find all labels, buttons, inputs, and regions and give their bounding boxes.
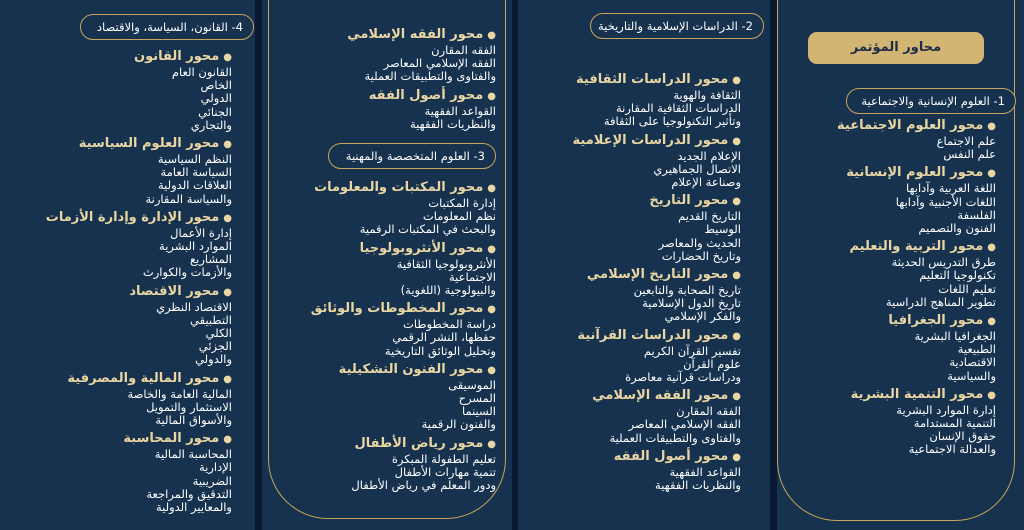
axis-item: وتحليل الوثائق التاريخية [384, 343, 496, 358]
axis-item: إدارة الموارد البشرية [896, 402, 996, 417]
axis-item: تعليم اللغات [938, 281, 996, 296]
section-1-body [837, 118, 996, 461]
axis-item: والفتاوى والتطبيقات العملية [609, 430, 741, 445]
section-4-heading: 4- القانون، السياسة، والاقتصاد [80, 14, 254, 40]
axis-item: الفقه المقارن [431, 43, 496, 57]
axis-item: الضريبية [192, 473, 232, 488]
axis-group [46, 49, 232, 132]
section-1-heading: 1- العلوم الإنسانية والاجتماعية [846, 88, 1016, 114]
axis-item: النظم السياسية [157, 152, 232, 167]
axis-group [573, 388, 741, 445]
axis-item: الفقه الإسلامي المعاصر [383, 56, 496, 71]
axis-item: الموارد البشرية [159, 239, 232, 254]
axis-item: الفقه المقارن [676, 404, 741, 419]
axis-item: المشاريع [190, 252, 232, 267]
axis-item: والدولي [195, 352, 232, 367]
axis-title: ●محور الأنثروبولوجيا [359, 240, 496, 256]
axis-item: الفنون والتصميم [918, 221, 996, 236]
axis-group [837, 165, 996, 235]
axis-group [311, 301, 496, 358]
axis-title: ●محور الجغرافيا [888, 313, 996, 329]
axis-title: ●محور الدراسات القرآنية [577, 327, 741, 343]
axis-item: نظم المعلومات [422, 209, 496, 224]
axis-item: والبحث في المكتبات الرقمية [359, 222, 496, 237]
axis-item: تطوير المناهج الدراسية [886, 294, 996, 309]
axis-item: السياسة العامة [160, 165, 232, 180]
axis-title: ●محور العلوم الاجتماعية [837, 118, 996, 133]
axis-item: وصناعة الإعلام [671, 175, 741, 190]
axis-item: ودور المعلم في رياض الأطفال [351, 478, 496, 493]
axis-group [347, 88, 496, 131]
axis-item: حقوق الإنسان [929, 429, 996, 444]
axis-group [837, 239, 996, 309]
axis-item: الثقافة والهوية [673, 88, 741, 102]
section-3-heading: 3- العلوم المتخصصة والمهنية [328, 143, 496, 169]
bullet-icon: ● [487, 243, 496, 255]
axis-title: ●محور أصول الفقه [613, 448, 741, 464]
axis-group [347, 27, 496, 84]
axis-title: ●محور العلوم السياسية [78, 136, 232, 152]
axis-item: الخاص [200, 78, 232, 93]
axis-group [46, 371, 232, 428]
axis-group [46, 284, 232, 367]
axis-title: ●محور الدراسات الإعلامية [572, 132, 741, 148]
axis-item: الإعلام الجديد [677, 148, 741, 163]
section-2-heading: 2- الدراسات الإسلامية والتاريخية [590, 13, 764, 39]
axis-group [573, 449, 741, 492]
axis-title: ●محور المكتبات والمعلومات [314, 180, 496, 195]
bullet-icon: ● [487, 183, 496, 194]
section-4-body [46, 49, 232, 518]
axis-group [46, 431, 232, 514]
axis-title: ●محور الفنون التشكيلية [338, 361, 496, 377]
axis-group [46, 136, 232, 206]
axis-group [573, 133, 741, 190]
axis-group [573, 267, 741, 324]
axis-item: القانون العام [171, 65, 232, 79]
axis-item: الاستثمار والتمويل [146, 399, 232, 414]
axis-group [311, 436, 496, 493]
bullet-icon: ● [223, 286, 232, 298]
axis-item: والمعايير الدولية [155, 500, 232, 515]
axis-title: ●محور المحاسبة [123, 431, 232, 447]
bullet-icon: ● [732, 270, 741, 282]
axis-item: علوم القرآن [683, 356, 741, 371]
axis-item: والعدالة الاجتماعية [908, 442, 996, 457]
axis-item: والنظريات الفقهية [655, 478, 741, 493]
axis-group [837, 118, 996, 161]
axis-group [311, 362, 496, 432]
axis-item: الأنثروبولوجيا الثقافية [396, 256, 496, 271]
axis-item: تنمية مهارات الأطفال [394, 464, 496, 479]
axis-title: ●محور التاريخ [649, 193, 741, 209]
bullet-icon: ● [487, 364, 496, 376]
axis-item: الاقتصاد النظري [156, 299, 232, 314]
axis-group [311, 180, 496, 237]
axis-group [573, 193, 741, 263]
axis-item: الطبيعية [957, 342, 996, 357]
axis-item: طرق التدريس الحديثة [891, 255, 996, 270]
axis-item: علم النفس [943, 147, 996, 162]
axis-item: المحاسبة المالية [154, 447, 232, 462]
bullet-icon: ● [223, 139, 232, 151]
axis-group [837, 313, 996, 383]
axis-title: ●محور الفقه الإسلامي [347, 27, 496, 42]
axis-item: الحديث والمعاصر [658, 235, 741, 250]
axis-item: القواعد الفقهية [669, 464, 741, 479]
axis-item: علم الاجتماع [936, 134, 996, 148]
bullet-icon: ● [987, 121, 996, 132]
axis-title: ●محور التربية والتعليم [849, 239, 996, 255]
axis-item: والأزمات والكوارث [142, 265, 232, 280]
axis-item: التطبيقي [190, 312, 232, 327]
section-3-body [311, 180, 496, 496]
axis-title: ●محور أصول الفقه [368, 87, 496, 103]
axis-item: والفكر الإسلامي [664, 309, 741, 324]
axis-title: ●محور التنمية البشرية [850, 386, 996, 402]
axis-item: اللغة العربية وآدابها [905, 181, 996, 196]
axis-title: ●محور الاقتصاد [129, 283, 232, 299]
axis-title: ●محور المخطوطات والوثائق [310, 301, 496, 317]
conference-axes-title: محاور المؤتمر [808, 32, 984, 64]
axis-item: الفلسفة [957, 207, 996, 222]
axis-item: والأسواق المالية [155, 413, 232, 428]
bullet-icon: ● [732, 75, 741, 86]
axis-item: تاريخ الدول الإسلامية [642, 296, 741, 311]
axis-item: والسياسة المقارنة [145, 191, 232, 206]
bullet-icon: ● [487, 438, 496, 450]
axis-item: الوسيط [704, 222, 741, 237]
axis-item: والفنون الرقمية [421, 417, 496, 432]
axis-item: المسرح [458, 391, 496, 406]
section-3-top-body [347, 27, 496, 135]
axis-item: وتأثير التكنولوجيا على الثقافة [603, 114, 741, 129]
axis-item: وتاريخ الحضارات [661, 248, 741, 263]
bullet-icon: ● [223, 434, 232, 446]
bullet-icon: ● [487, 90, 496, 102]
axis-item: تفسير القرآن الكريم [643, 343, 741, 358]
axis-item: تاريخ الصحابة والتابعين [633, 283, 741, 298]
axis-item: الاتصال الجماهيري [653, 161, 741, 176]
axis-group [573, 328, 741, 385]
bullet-icon: ● [487, 304, 496, 316]
axis-item: الاقتصادية [949, 355, 996, 370]
axis-item: الدولي [200, 91, 232, 106]
axis-title: ●محور رياض الأطفال [354, 435, 496, 451]
bullet-icon: ● [987, 242, 996, 254]
bullet-icon: ● [987, 168, 996, 180]
bullet-icon: ● [987, 389, 996, 401]
axis-item: الفقه الإسلامي المعاصر [628, 417, 741, 432]
bullet-icon: ● [732, 451, 741, 463]
axis-item: التدقيق والمراجعة [146, 486, 232, 501]
axis-item: الاجتماعية [449, 269, 496, 284]
axis-item: تكنولوجيا التعليم [919, 268, 996, 283]
axis-item: والبيولوجية (اللغوية) [400, 283, 496, 298]
axis-item: الإدارية [199, 460, 232, 475]
axis-item: الجغرافيا البشرية [914, 329, 996, 344]
bullet-icon: ● [732, 330, 741, 342]
axis-item: حفظها، النشر الرقمي [392, 330, 496, 345]
axis-item: السينما [461, 404, 496, 419]
axis-item: والسياسية [947, 368, 996, 383]
axis-item: الجنائي [198, 104, 232, 119]
bullet-icon: ● [732, 196, 741, 208]
bullet-icon: ● [487, 30, 496, 41]
axis-title: ●محور القانون [133, 49, 232, 64]
axis-item: تعليم الطفولة المبكرة [391, 451, 496, 466]
axis-group [46, 210, 232, 280]
axis-title: ●محور الإدارة وإدارة الأزمات [45, 209, 232, 225]
axis-item: الكلي [205, 326, 232, 341]
axis-title: ●محور العلوم الإنسانية [846, 165, 996, 181]
axis-item: دراسة المخطوطات [403, 317, 496, 332]
axis-item: التنمية المستدامة [913, 416, 996, 431]
axis-title: ●محور المالية والمصرفية [67, 370, 232, 386]
bullet-icon: ● [223, 52, 232, 63]
axis-item: العلاقات الدولية [157, 178, 232, 193]
bullet-icon: ● [732, 391, 741, 403]
axis-item: التاريخ القديم [678, 209, 741, 224]
axis-item: ودراسات قرآنية معاصرة [625, 370, 741, 385]
bullet-icon: ● [732, 135, 741, 147]
axis-item: إدارة الأعمال [170, 225, 232, 240]
axis-title: ●محور الفقه الإسلامي [592, 388, 741, 404]
bullet-icon: ● [987, 316, 996, 328]
axis-group [837, 387, 996, 457]
axis-item: والنظريات الفقهية [410, 116, 496, 131]
axis-group [573, 72, 741, 129]
axis-item: الجزئي [198, 339, 232, 354]
axis-item: الدراسات الثقافية المقارنة [616, 101, 741, 116]
axis-item: إدارة المكتبات [428, 196, 496, 210]
bullet-icon: ● [223, 212, 232, 224]
section-2-body [573, 72, 741, 496]
bullet-icon: ● [223, 373, 232, 385]
axis-item: اللغات الأجنبية وآدابها [895, 194, 996, 209]
axis-item: المالية العامة والخاصة [127, 386, 232, 401]
axis-item: والفتاوى والتطبيقات العملية [364, 69, 496, 84]
axis-group [311, 241, 496, 298]
axis-item: الموسيقى [448, 377, 496, 392]
axis-item: والتجاري [190, 117, 232, 132]
axis-title: ●محور التاريخ الإسلامي [586, 267, 741, 283]
axis-title: ●محور الدراسات الثقافية [576, 72, 741, 87]
axis-item: القواعد الفقهية [424, 103, 496, 118]
